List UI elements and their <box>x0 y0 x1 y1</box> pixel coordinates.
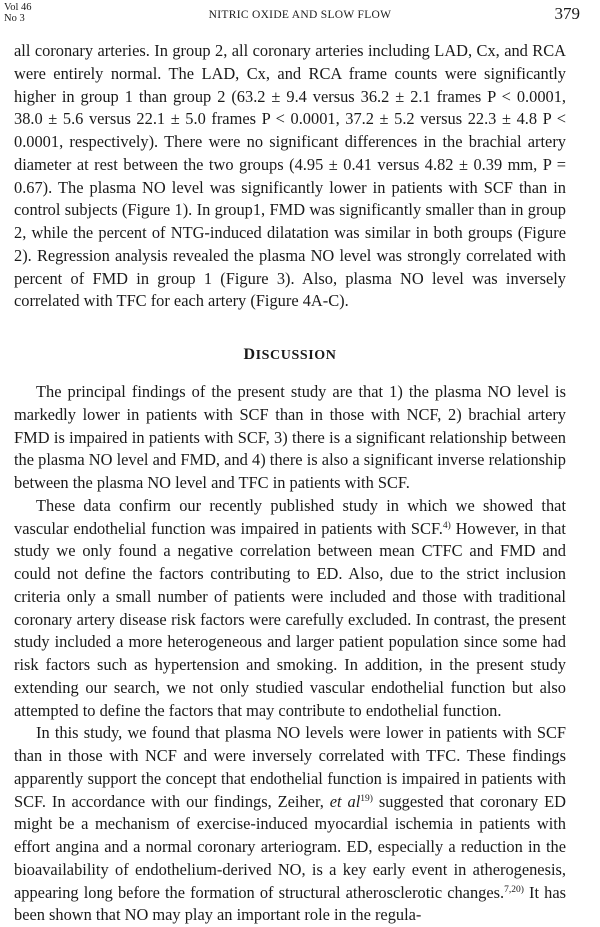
issue-label: No 3 <box>4 13 25 24</box>
paragraph-text: It has been shown that NO may play an important role in the regula- <box>14 882 566 925</box>
article-body <box>14 40 566 927</box>
results-paragraph: all coronary arteries. In group 2, all coronary arteries including LAD, Cx, and RCA were entirely normal. The LAD, Cx, and RCA frame counts were significantly higher in group 1 than group 2 (63.2 ± 9.4 versus 36.2 ± 2.1 frames P < 0.0001, 38.0 ± 5.6 versus 22.1 ± 5.0 frames P < 0.0001, 37.2 ± 5.2 versus 22.3 ± 4.8 P < 0.0001, respectively). There were no significant differences in the brachial artery diameter at rest between the two groups (4.95 ± 0.41 versus 4.82 ± 0.39 mm, P = 0.67). The plasma NO level was significantly lower in patients with SCF than in control subjects (Figure 1). In group1, FMD was significantly smaller than in group 2, while the percent of NTG-induced dilatation was similar in both groups (Figure 2). Regression analysis revealed the plasma NO level was strongly correlated with percent of FMD in group 1 (Figure 3). Also, plasma NO level was inversely correlated with TFC for each artery (Figure 4A-C). <box>14 41 566 311</box>
discussion-paragraph-2 <box>14 495 566 723</box>
heading-initial: D <box>243 346 256 363</box>
discussion-paragraph-1: The principal findings of the present study are that 1) the plasma NO level is markedly lower in patients with SCF than in those with NCF, 2) brachial artery FMD is impaired in patients with SCF, 3) there is a significant relationship between the plasma NO level and FMD, and 4) there is also a significant inverse relationship between the plasma NO level and TFC in patients with SCF. <box>14 382 566 492</box>
et-al: et al <box>329 791 361 811</box>
discussion-paragraph-3 <box>14 722 566 927</box>
citation-ref: 4) <box>442 520 451 531</box>
paragraph-text: However, in that study we only found a negative correlation between mean CTFC and FMD and could not define the factors contributing to ED. Also, due to the strict inclusion criteria only a small number of patients were included and those with traditional coronary artery disease risk factors were carefully excluded. In contrast, the present study included a more heterogeneous and larger patient population since some had risk factors such as hypertension and smoking. In addition, in the present study extending our search, we not only studied vascular endothelial function but also attempted to define the factors that may contribute to endothelial function. <box>14 518 566 720</box>
paragraph-text: suggested that coronary ED might be a mechanism of exercise-induced myocardial ischemia in patients with effort angina and a normal coronary arteriogram. ED, especially a reduction in the bioavailability of endothelium-derived NO, is a key early event in atherogenesis, appearing long before the formation of structural atherosclerotic changes. <box>14 791 566 902</box>
paragraph-text: These data confirm our recently published study in which we showed that vascular endothelial function was impaired in patients with SCF. <box>14 495 566 538</box>
page-number: 379 <box>554 4 580 23</box>
citation-ref: 19) <box>360 793 373 804</box>
running-title: NITRIC OXIDE AND SLOW FLOW <box>208 9 392 21</box>
section-heading-discussion <box>14 346 566 365</box>
citation-ref: 7,20) <box>504 884 524 895</box>
heading-rest: ISCUSSION <box>255 348 337 363</box>
paragraph-text: In this study, we found that plasma NO levels were lower in patients with SCF than in those with NCF and were inversely correlated with TFC. These findings apparently support the concept that endothelial function is impaired in patients with SCF. In accordance with our findings, Zeiher, <box>14 723 566 811</box>
volume-label: Vol 46 <box>4 2 32 13</box>
